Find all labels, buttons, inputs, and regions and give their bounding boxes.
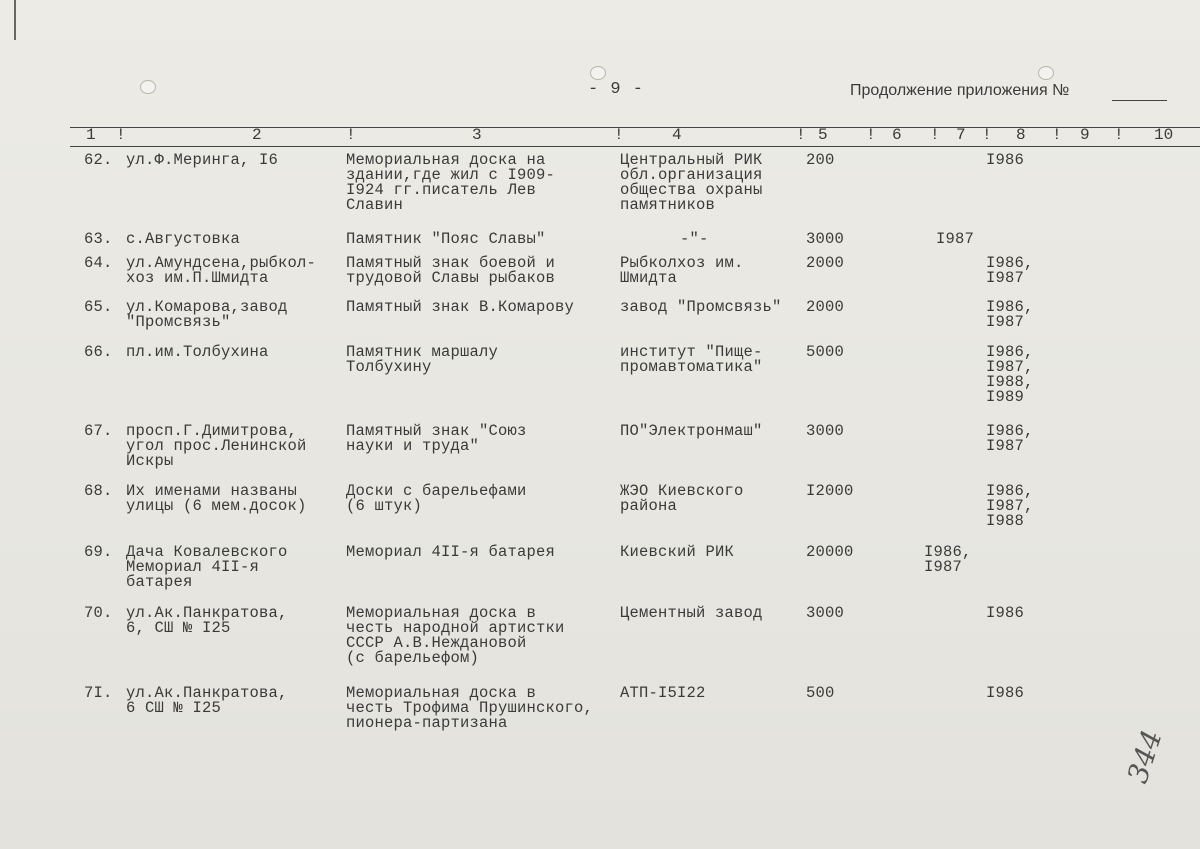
col-separator: !: [614, 126, 624, 144]
col-header-4: 4: [672, 126, 682, 144]
row-68-col8: I986, I987, I988: [986, 482, 1034, 530]
row-64-col8: I986, I987: [986, 254, 1034, 287]
row-69-col7: I986, I987: [924, 543, 972, 576]
row-63-cost: 3000: [806, 230, 845, 248]
col-header-1: 1: [86, 126, 96, 144]
row-62-address: ул.Ф.Меринга, I6: [126, 151, 279, 169]
col-separator: !: [346, 126, 356, 144]
col-separator: !: [866, 126, 876, 144]
row-64-num: 64.: [84, 254, 113, 272]
row-69-cost: 20000: [806, 543, 854, 561]
row-62-org: Центральный РИК обл.организация общества охраны памятников: [620, 151, 763, 214]
row-70-org: Цементный завод: [620, 604, 763, 622]
row-65-num: 65.: [84, 298, 113, 316]
row-62-cost: 200: [806, 151, 835, 169]
row-69-num: 69.: [84, 543, 113, 561]
row-65-cost: 2000: [806, 298, 845, 316]
row-66-cost: 5000: [806, 343, 845, 361]
col-separator: !: [1052, 126, 1062, 144]
row-65-address: ул.Комарова,завод "Промсвязь": [126, 298, 288, 331]
row-66-num: 66.: [84, 343, 113, 361]
row-68-org: ЖЭО Киевского района: [620, 482, 744, 515]
row-65-col8: I986, I987: [986, 298, 1034, 331]
row-68-object: Доски с барельефами (6 штук): [346, 482, 527, 515]
row-66-object: Памятник маршалу Толбухину: [346, 343, 499, 376]
row-70-col8: I986: [986, 604, 1025, 622]
row-66-address: пл.им.Толбухина: [126, 343, 269, 361]
row-63-object: Памятник "Пояс Славы": [346, 230, 546, 248]
row-63-col7: I987: [936, 230, 975, 248]
row-71-col8: I986: [986, 684, 1025, 702]
punch-hole-right: [1038, 66, 1054, 80]
row-70-address: ул.Ак.Панкратова, 6, СШ № I25: [126, 604, 288, 637]
row-62-object: Мемориальная доска на здании,где жил с I909- I924 гг.писатель Лев Славин: [346, 151, 556, 214]
row-63-num: 63.: [84, 230, 113, 248]
row-64-address: ул.Амундсена,рыбкол- хоз им.П.Шмидта: [126, 254, 317, 287]
page-edge-mark: [14, 0, 16, 40]
appendix-number-blank: [1112, 100, 1167, 101]
punch-hole-left: [140, 80, 156, 94]
row-65-org: завод "Промсвязь": [620, 298, 782, 316]
row-71-cost: 500: [806, 684, 835, 702]
row-71-num: 7I.: [84, 684, 113, 702]
col-separator: !: [982, 126, 992, 144]
col-header-6: 6: [892, 126, 902, 144]
row-62-num: 62.: [84, 151, 113, 169]
row-70-cost: 3000: [806, 604, 845, 622]
col-separator: !: [1114, 126, 1124, 144]
col-separator: !: [116, 126, 126, 144]
row-70-num: 70.: [84, 604, 113, 622]
row-67-org: ПО"Электронмаш": [620, 422, 763, 440]
row-64-cost: 2000: [806, 254, 845, 272]
row-63-org: -"-: [680, 230, 709, 248]
row-63-address: с.Августовка: [126, 230, 241, 248]
page-number: - 9 -: [588, 80, 645, 99]
row-64-object: Памятный знак боевой и трудовой Славы рыбаков: [346, 254, 556, 287]
col-header-2: 2: [252, 126, 262, 144]
row-65-object: Памятный знак В.Комарову: [346, 298, 575, 316]
row-67-address: просп.Г.Димитрова, угол прос.Ленинской Искры: [126, 422, 307, 470]
row-71-address: ул.Ак.Панкратова, 6 СШ № I25: [126, 684, 288, 717]
punch-hole-center: [590, 66, 606, 80]
col-header-8: 8: [1016, 126, 1026, 144]
row-67-num: 67.: [84, 422, 113, 440]
handwritten-margin-note: 344: [1120, 725, 1169, 788]
header-rule-top: [70, 127, 1200, 128]
header-rule-bottom: [70, 146, 1200, 147]
row-69-address: Дача Ковалевского Мемориал 4II-я батарея: [126, 543, 288, 591]
col-header-10: 10: [1154, 126, 1174, 144]
row-62-col8: I986: [986, 151, 1025, 169]
row-68-address: Их именами названы улицы (6 мем.досок): [126, 482, 307, 515]
col-header-7: 7: [956, 126, 966, 144]
row-66-org: институт "Пище- промавтоматика": [620, 343, 763, 376]
row-67-cost: 3000: [806, 422, 845, 440]
row-66-col8: I986, I987, I988, I989: [986, 343, 1034, 406]
continuation-label: Продолжение приложения №: [850, 82, 1070, 99]
row-68-num: 68.: [84, 482, 113, 500]
col-header-5: 5: [818, 126, 828, 144]
row-67-col8: I986, I987: [986, 422, 1034, 455]
row-70-object: Мемориальная доска в честь народной артистки СССР А.В.Неждановой (с барельефом): [346, 604, 565, 667]
col-header-3: 3: [472, 126, 482, 144]
row-67-object: Памятный знак "Союз науки и труда": [346, 422, 527, 455]
col-separator: !: [796, 126, 806, 144]
row-69-object: Мемориал 4II-я батарея: [346, 543, 556, 561]
col-header-9: 9: [1080, 126, 1090, 144]
row-71-org: АТП-I5I22: [620, 684, 706, 702]
row-71-object: Мемориальная доска в честь Трофима Прушинского, пионера-партизана: [346, 684, 594, 732]
row-68-cost: I2000: [806, 482, 854, 500]
row-64-org: Рыбколхоз им. Шмидта: [620, 254, 744, 287]
col-separator: !: [930, 126, 940, 144]
row-69-org: Киевский РИК: [620, 543, 735, 561]
